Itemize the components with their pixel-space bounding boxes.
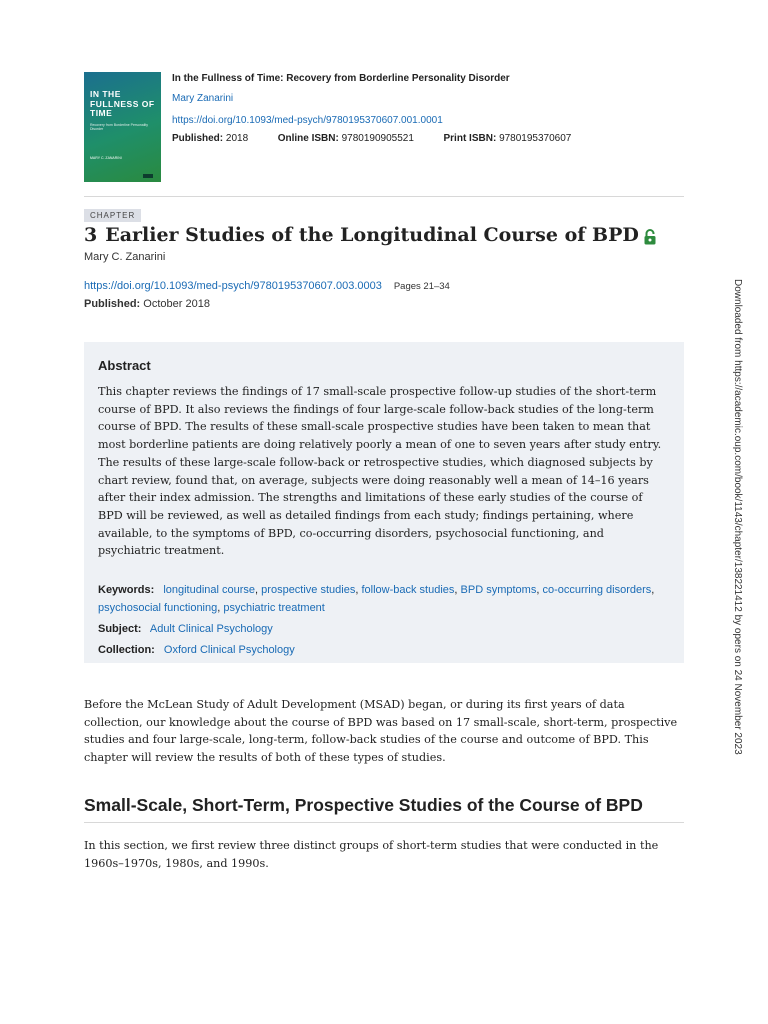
keyword-link[interactable]: psychosocial functioning — [98, 602, 218, 615]
chapter-doi-row — [84, 280, 450, 292]
subject-label: Subject: — [98, 623, 142, 636]
keyword-link[interactable]: BPD symptoms — [460, 584, 537, 597]
section-heading: Small-Scale, Short-Term, Prospective Studies of the Course of BPD — [84, 795, 684, 823]
keyword-link[interactable]: co-occurring disorders — [542, 584, 652, 597]
chapter-published-date: October 2018 — [143, 298, 210, 310]
keywords-label: Keywords: — [98, 584, 155, 597]
keyword-link[interactable]: follow-back studies — [361, 584, 455, 597]
chapter-number: 3 — [84, 224, 98, 246]
online-isbn: 9780190905521 — [341, 133, 414, 144]
collection-link[interactable]: Oxford Clinical Psychology — [163, 644, 295, 657]
book-publication-info — [172, 133, 571, 144]
print-isbn: 9780195370607 — [499, 133, 572, 144]
book-doi-link[interactable]: https://doi.org/10.1093/med-psych/9780195370607.001.0001 — [172, 115, 443, 126]
chapter-badge: CHAPTER — [84, 209, 141, 222]
book-author-link[interactable]: Mary Zanarini — [172, 93, 234, 104]
keywords-row: Keywords: longitudinal course, prospective studies, follow-back studies, BPD symptoms, co-occurring disorders, psychosocial functioning, psychiatric treatment — [98, 584, 655, 615]
keyword-link[interactable]: prospective studies — [261, 584, 356, 597]
book-published-year: 2018 — [225, 133, 249, 144]
header-divider — [84, 196, 684, 197]
book-header — [84, 72, 684, 197]
book-published-label: Published: — [172, 133, 224, 144]
download-notice: Downloaded from https://academic.oup.com/book/1143/chapter/138221412 by opers on 24 November 2023 — [732, 279, 743, 755]
print-isbn-label: Print ISBN: — [443, 133, 497, 144]
cover-title: IN THE FULLNESS OF TIME — [90, 89, 155, 118]
collection-label: Collection: — [98, 644, 155, 657]
book-title: In the Fullness of Time: Recovery from Borderline Personality Disorder — [172, 73, 510, 84]
open-lock-icon — [643, 228, 657, 244]
subject-link[interactable]: Adult Clinical Psychology — [149, 623, 273, 636]
abstract-heading: Abstract — [98, 358, 151, 373]
cover-subtitle: Recovery from Borderline Personality Disorder — [90, 122, 148, 131]
publisher-logo — [143, 174, 153, 178]
chapter-title — [84, 224, 657, 246]
abstract-text: This chapter reviews the findings of 17 small-scale prospective follow-up studies of the short-term course of BPD. It also reviews the findings of four large-scale follow-back studies of the long-term course of BPD. The results of these small-scale prospective studies have been taken to mean that most borderline patients are doing relatively poorly a mean of one to seven years after study entry. The results of these large-scale follow-back or retrospective studies, which diagnosed subjects by chart review, found that, on average, subjects were doing reasonably well a mean of 14–16 years after their index admission. The strengths and limitations of these early studies of the course of BPD will be reviewed, as well as detailed findings from each study; findings pertaining, where available, to the symptoms of BPD, co-occurring disorders, psychosocial functioning, and psychiatric treatment. — [98, 385, 662, 558]
online-isbn-label: Online ISBN: — [277, 133, 339, 144]
subject-row — [98, 620, 670, 638]
chapter-doi-link[interactable]: https://doi.org/10.1093/med-psych/9780195370607.003.0003 — [84, 280, 382, 292]
book-cover-image[interactable] — [84, 72, 161, 182]
chapter-title-text: Earlier Studies of the Longitudinal Course of BPD — [105, 224, 639, 246]
keyword-link[interactable]: psychiatric treatment — [223, 602, 325, 615]
abstract-metadata — [98, 581, 670, 659]
chapter-published — [84, 298, 210, 310]
collection-row — [98, 641, 670, 659]
chapter-author: Mary C. Zanarini — [84, 251, 166, 263]
keyword-link[interactable]: longitudinal course — [163, 584, 256, 597]
section-paragraph: In this section, we first review three distinct groups of short-term studies that were conducted in the 1960s–1970s, 1980s, and 1990s. — [84, 839, 659, 870]
abstract-section — [84, 342, 684, 663]
intro-paragraph: Before the McLean Study of Adult Development (MSAD) began, or during its first years of data collection, our knowledge about the course of BPD was based on 17 small-scale, short-term, prospective studies and four large-scale, long-term, follow-back studies of the course and outcome of BPD. This chapter will review the results of both of these types of studies. — [84, 698, 678, 765]
chapter-published-label: Published: — [84, 298, 141, 310]
chapter-pages: Pages 21–34 — [393, 281, 450, 292]
cover-author: MARY C. ZANARINI — [90, 156, 122, 160]
